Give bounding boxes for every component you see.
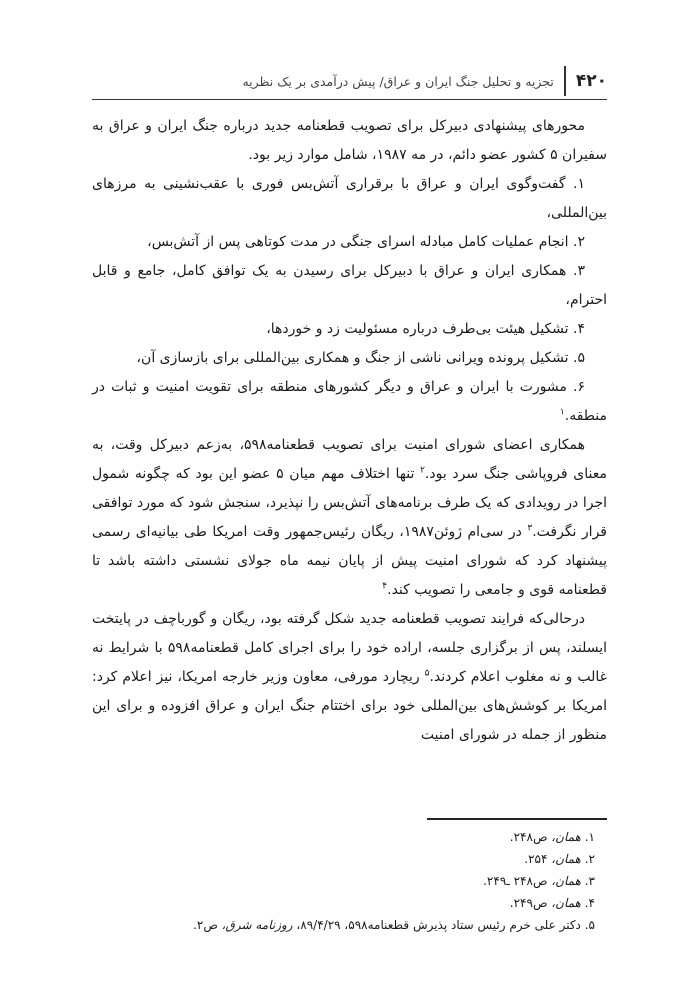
footnote-ref[interactable]: ۲ — [420, 465, 425, 476]
list-item: ۱. گفت‌وگوی ایران و عراق با برقراری آتش‌بس فوری با عقب‌نشینی به مرزهای بین‌المللی، — [92, 176, 607, 221]
footnote-ref[interactable]: ۴ — [382, 581, 388, 592]
footnote-text: دکتر علی خرم رئیس ستاد پذیرش قطعنامه۵۹۸، ۸۹/۴/۲۹، — [292, 918, 585, 932]
footnotes — [92, 826, 607, 936]
list-item: ۴. تشکیل هیئت بی‌طرف درباره مسئولیت زد و خوردها، — [266, 321, 585, 337]
running-title: تجزیه و تحلیل جنگ ایران و عراق/ پیش درآمدی بر یک نظریه — [242, 73, 554, 89]
footnote-ref[interactable]: ۳ — [527, 523, 533, 534]
footnote — [92, 892, 607, 914]
footnote-ref[interactable]: ۵ — [424, 668, 430, 679]
footnote-number: ۵. — [584, 918, 595, 932]
footnote-source: همان، — [551, 874, 581, 888]
paragraph-text: همکاری اعضای شورای امنیت برای تصویب قطعنامه۵۹۸، به‌زعم دبیرکل وقت، به معنای فروپاشی جنگ سرد بود. — [92, 437, 608, 482]
footnote-number: ۲. — [584, 852, 595, 866]
list-item: ۳. همکاری ایران و عراق با دبیرکل برای رسیدن به یک توافق کامل، جامع و قابل احترام، — [92, 263, 607, 308]
page-header — [92, 66, 607, 96]
footnote-number: ۴. — [584, 896, 595, 910]
footnote-source: همان، — [551, 896, 581, 910]
footnote-source: روزنامه شرق، — [221, 918, 293, 932]
footnote — [92, 914, 607, 936]
paragraph — [92, 605, 607, 750]
page-number: ۴۲۰ — [575, 71, 607, 91]
footnote-rule — [427, 818, 607, 820]
intro-paragraph: محورهای پیشنهادی دبیرکل برای تصویب قطعنامه جدید درباره جنگ ایران و عراق به سفیران ۵ کشور عضو دائم، در مه ۱۹۸۷، شامل موارد زیر بود. — [92, 118, 607, 163]
paragraph-text: در سی‌ام ژوئن۱۹۸۷، ریگان رئیس‌جمهور وقت امریکا طی بیانیه‌ای رسمی پیشنهاد کرد که شورای امنیت پیش از پایان نیمه ماه جولای نشستی داشته باشد تا قطعنامه قوی و جامعی را تصویب کند. — [92, 524, 607, 598]
footnote-text: ص۲۴۹. — [509, 896, 552, 910]
list-item: ۲. انجام عملیات کامل مبادله اسرای جنگی در مدت کوتاهی پس از آتش‌بس، — [147, 234, 585, 250]
footnote-text: ص۲۴۸. — [509, 830, 552, 844]
footnote-number: ۱. — [584, 830, 595, 844]
footnote-source: همان، — [551, 830, 581, 844]
footnote-source: همان، — [551, 852, 581, 866]
list-item — [92, 373, 607, 431]
body-text — [92, 112, 607, 750]
footnote — [92, 826, 607, 848]
list-item-text: ۶. مشورت با ایران و عراق و دیگر کشورهای منطقه برای تقویت امنیت و ثبات در منطقه. — [92, 379, 607, 424]
footnote-ref[interactable]: ۱ — [559, 407, 565, 418]
paragraph-text: ریچارد مورفی، معاون وزیر خارجه امریکا، نیز اعلام کرد: امریکا بر کوشش‌های بین‌المللی خود برای اختتام جنگ ایران و عراق افزوده و برای این منظور از جمله در شورای امنیت — [92, 669, 607, 743]
footnote-text: ص۲۴۸ ـ۲۴۹. — [483, 874, 552, 888]
footnote — [92, 848, 607, 870]
footnote — [92, 870, 607, 892]
header-divider — [564, 66, 566, 96]
footnote-text: ص۲. — [193, 918, 222, 932]
header-rule — [92, 99, 607, 100]
paragraph — [92, 431, 607, 605]
footnote-text: ۲۵۴. — [524, 852, 552, 866]
paragraph-text: درحالی‌که فرایند تصویب قطعنامه جدید شکل گرفته بود، ریگان و گورباچف در پایتخت ایسلند، پس از برگزاری جلسه، اراده خود را برای اجرای کامل قطعنامه۵۹۸ با شرایط نه غالب و نه مغلوب اعلام کردند. — [92, 611, 607, 685]
footnote-number: ۳. — [584, 874, 595, 888]
list-item: ۵. تشکیل پرونده ویرانی ناشی از جنگ و همکاری بین‌المللی برای بازسازی آن، — [136, 350, 585, 366]
paragraph-text: تنها اختلاف مهم میان ۵ عضو این بود که چگونه شمول اجرا در رویدادی که یک طرف برنامه‌های آتش‌بس را نپذیرد، سنجش شود که مورد توافقی قرار نگرفت. — [92, 466, 607, 540]
